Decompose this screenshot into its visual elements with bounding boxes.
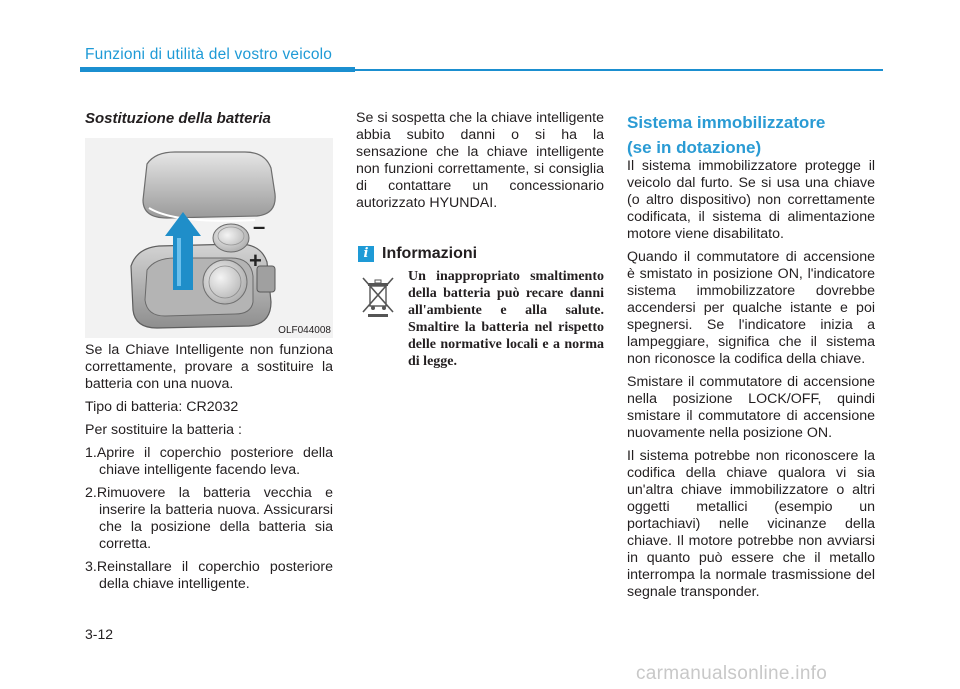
immobilizer-paragraph: Smistare il commutatore di accensione nella posizione LOCK/OFF, quindi smistare il commutatore di accensione nuovamente nella posizione ON. <box>627 374 875 441</box>
plus-symbol: + <box>249 248 262 273</box>
figure-code: OLF044008 <box>278 325 331 336</box>
battery-slot-shape <box>203 260 247 304</box>
section-header-title: Funzioni di utilità del vostro veicolo <box>85 46 333 63</box>
header-rule-thick <box>80 67 355 72</box>
key-battery-illustration <box>85 138 333 338</box>
immobilizer-paragraph: Quando il commutatore di accensione è smistato in posizione ON, l'indicatore sistema immobilizzatore dovrebbe accendersi per qualche istante e poi spegnersi. Se l'indicatore inizia a lampeggiare, significa che il sistema non riconosce la codifica della chiave. <box>627 249 875 367</box>
immobilizer-paragraph: Il sistema potrebbe non riconoscere la codifica della chiave qualora vi sia un'altra chiave immobilizzatore o altri oggetti metallici (esempio un portachiavi) nelle vicinanze della chiave. Il motore potrebbe non avviarsi in quanto può essere che il metallo interrompa la normale trasmissione del segnale transponder. <box>627 448 875 600</box>
key-cover-shape <box>143 152 275 218</box>
info-text: Un inappropriato smaltimento della batteria può recare danni all'ambiente e alla salute. Smaltire la batteria nel rispetto delle normative locali e a norma di legge. <box>408 269 604 369</box>
battery-steps-intro: Per sostituire la batteria : <box>85 422 242 438</box>
immobilizer-title <box>627 110 877 160</box>
immobilizer-title-line1: Sistema immobilizzatore <box>627 113 826 132</box>
battery-step-2: 2.Rimuovere la batteria vecchia e inserire la batteria nuova. Assicurarsi che la posizione della batteria sia corretta. <box>85 485 333 552</box>
info-icon: i <box>358 246 374 262</box>
header-rule-thin <box>355 69 883 71</box>
key-battery-figure <box>85 138 333 338</box>
immobilizer-text-column <box>627 158 875 607</box>
immobilizer-paragraph: Il sistema immobilizzatore protegge il veicolo dal furto. Se si usa una chiave (o altro dispositivo) non correttamente codificata, il sistema di alimentazione motore viene disabilitato. <box>627 158 875 242</box>
damage-note: Se si sospetta che la chiave intelligente abbia subito danni o si ha la sensazione che la chiave intelligente non funzioni correttamente, si consiglia di contattare un concessionario autorizzato HYUNDAI. <box>356 110 604 211</box>
minus-symbol: – <box>253 214 266 239</box>
battery-step-1: 1.Aprire il coperchio posteriore della chiave intelligente facendo leva. <box>85 445 333 478</box>
battery-text-column <box>85 342 333 599</box>
battery-type: Tipo di batteria: CR2032 <box>85 399 239 415</box>
page-number: 3-12 <box>85 626 114 642</box>
crossed-bin-icon <box>358 274 398 318</box>
info-title: Informazioni <box>382 245 478 262</box>
battery-step-3: 3.Reinstallare il coperchio posteriore della chiave intelligente. <box>85 559 333 592</box>
damage-note-column <box>356 110 604 218</box>
info-heading <box>358 245 477 263</box>
battery-intro: Se la Chiave Intelligente non funziona correttamente, provare a sostituire la batteria con una nuova. <box>85 342 333 392</box>
watermark: carmanualsonline.info <box>636 663 828 684</box>
immobilizer-title-line2: (se in dotazione) <box>627 138 762 157</box>
battery-section-title: Sostituzione della batteria <box>85 110 271 127</box>
